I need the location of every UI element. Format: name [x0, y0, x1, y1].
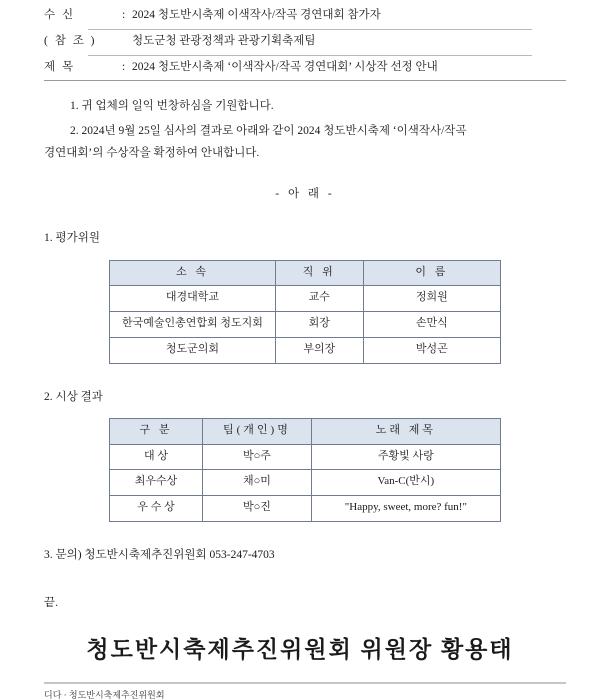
cell-position: 교수 — [275, 286, 363, 312]
cell-song: "Happy, sweet, more? fun!" — [311, 496, 500, 522]
table-row — [110, 496, 501, 522]
cell-affiliation: 한국예술인총연합회 청도지회 — [110, 312, 276, 338]
cell-category: 우 수 상 — [110, 496, 203, 522]
header-value-reference: 청도군청 관광정책과 관광기획축제팀 — [132, 34, 316, 47]
paragraph-greeting: 1. 귀 업체의 일익 번창하심을 기원합니다. — [70, 100, 274, 113]
header-label-reference: ( 참 조 ) — [44, 34, 97, 47]
header-label-recipient: 수 신 — [44, 9, 76, 21]
header-row-reference — [44, 30, 566, 55]
header-value-subject: 2024 청도반시축제 ‘이색작사/작곡 경연대회’ 시상작 선정 안내 — [132, 60, 438, 73]
header-colon-recipient: : — [122, 9, 126, 21]
cell-name: 박성곤 — [363, 337, 500, 363]
column-header-name: 이 름 — [363, 260, 500, 286]
header-label-subject: 제 목 — [44, 60, 76, 73]
header-value-recipient: 2024 청도반시축제 이색작사/작곡 경연대회 참가자 — [132, 9, 381, 21]
table-row — [110, 286, 501, 312]
cell-position: 부의장 — [275, 337, 363, 363]
section-title-contact: 3. 문의) 청도반시축제추진위원회 053-247-4703 — [44, 548, 275, 561]
cell-position: 회장 — [275, 312, 363, 338]
header-row-recipient — [44, 4, 566, 29]
cell-affiliation: 대경대학교 — [110, 286, 276, 312]
cell-song: Van-C(반시) — [311, 470, 500, 496]
paragraph-notice-continued: 경연대회’의 수상작을 확정하여 안내합니다. — [44, 147, 260, 160]
cell-affiliation: 청도군의회 — [110, 337, 276, 363]
cell-category: 최우수상 — [110, 470, 203, 496]
header-divider-3 — [44, 80, 566, 81]
column-header-affiliation: 소 속 — [110, 260, 276, 286]
cell-name: 정희원 — [363, 286, 500, 312]
cell-name: 손만식 — [363, 312, 500, 338]
section-title-awards: 2. 시상 결과 — [44, 390, 103, 403]
header-row-subject — [44, 56, 566, 81]
header-colon-subject: : — [122, 60, 126, 73]
column-header-song: 노래 제목 — [311, 418, 500, 444]
column-header-team: 팀(개인)명 — [203, 418, 312, 444]
document-body — [44, 95, 566, 614]
table-row — [110, 444, 501, 470]
footer-divider — [44, 682, 566, 684]
footer-note: 디다 · 청도반시축제추진위원회 — [44, 689, 165, 700]
column-header-position: 직 위 — [275, 260, 363, 286]
table-header-row — [110, 418, 501, 444]
column-header-category: 구 분 — [110, 418, 203, 444]
table-awards — [109, 418, 501, 522]
table-row — [110, 312, 501, 338]
cell-team: 박○진 — [203, 496, 312, 522]
cell-song: 주황빛 사랑 — [311, 444, 500, 470]
cell-team: 박○주 — [203, 444, 312, 470]
signature-line: 청도반시축제추진위원회 위원장 황용태 — [86, 636, 514, 662]
paragraph-notice: 2. 2024년 9월 25일 심사의 결과로 아래와 같이 2024 청도반시축제 ‘이색작사/작곡 — [70, 124, 467, 137]
table-header-row — [110, 260, 501, 286]
end-mark: 끝. — [44, 597, 58, 610]
section-title-judges: 1. 평가위원 — [44, 232, 100, 245]
section-divider-label: - 아 래 - — [275, 187, 335, 200]
cell-category: 대 상 — [110, 444, 203, 470]
cell-team: 채○미 — [203, 470, 312, 496]
table-judges — [109, 260, 501, 364]
document-header — [44, 0, 566, 80]
table-row — [110, 337, 501, 363]
table-row — [110, 470, 501, 496]
